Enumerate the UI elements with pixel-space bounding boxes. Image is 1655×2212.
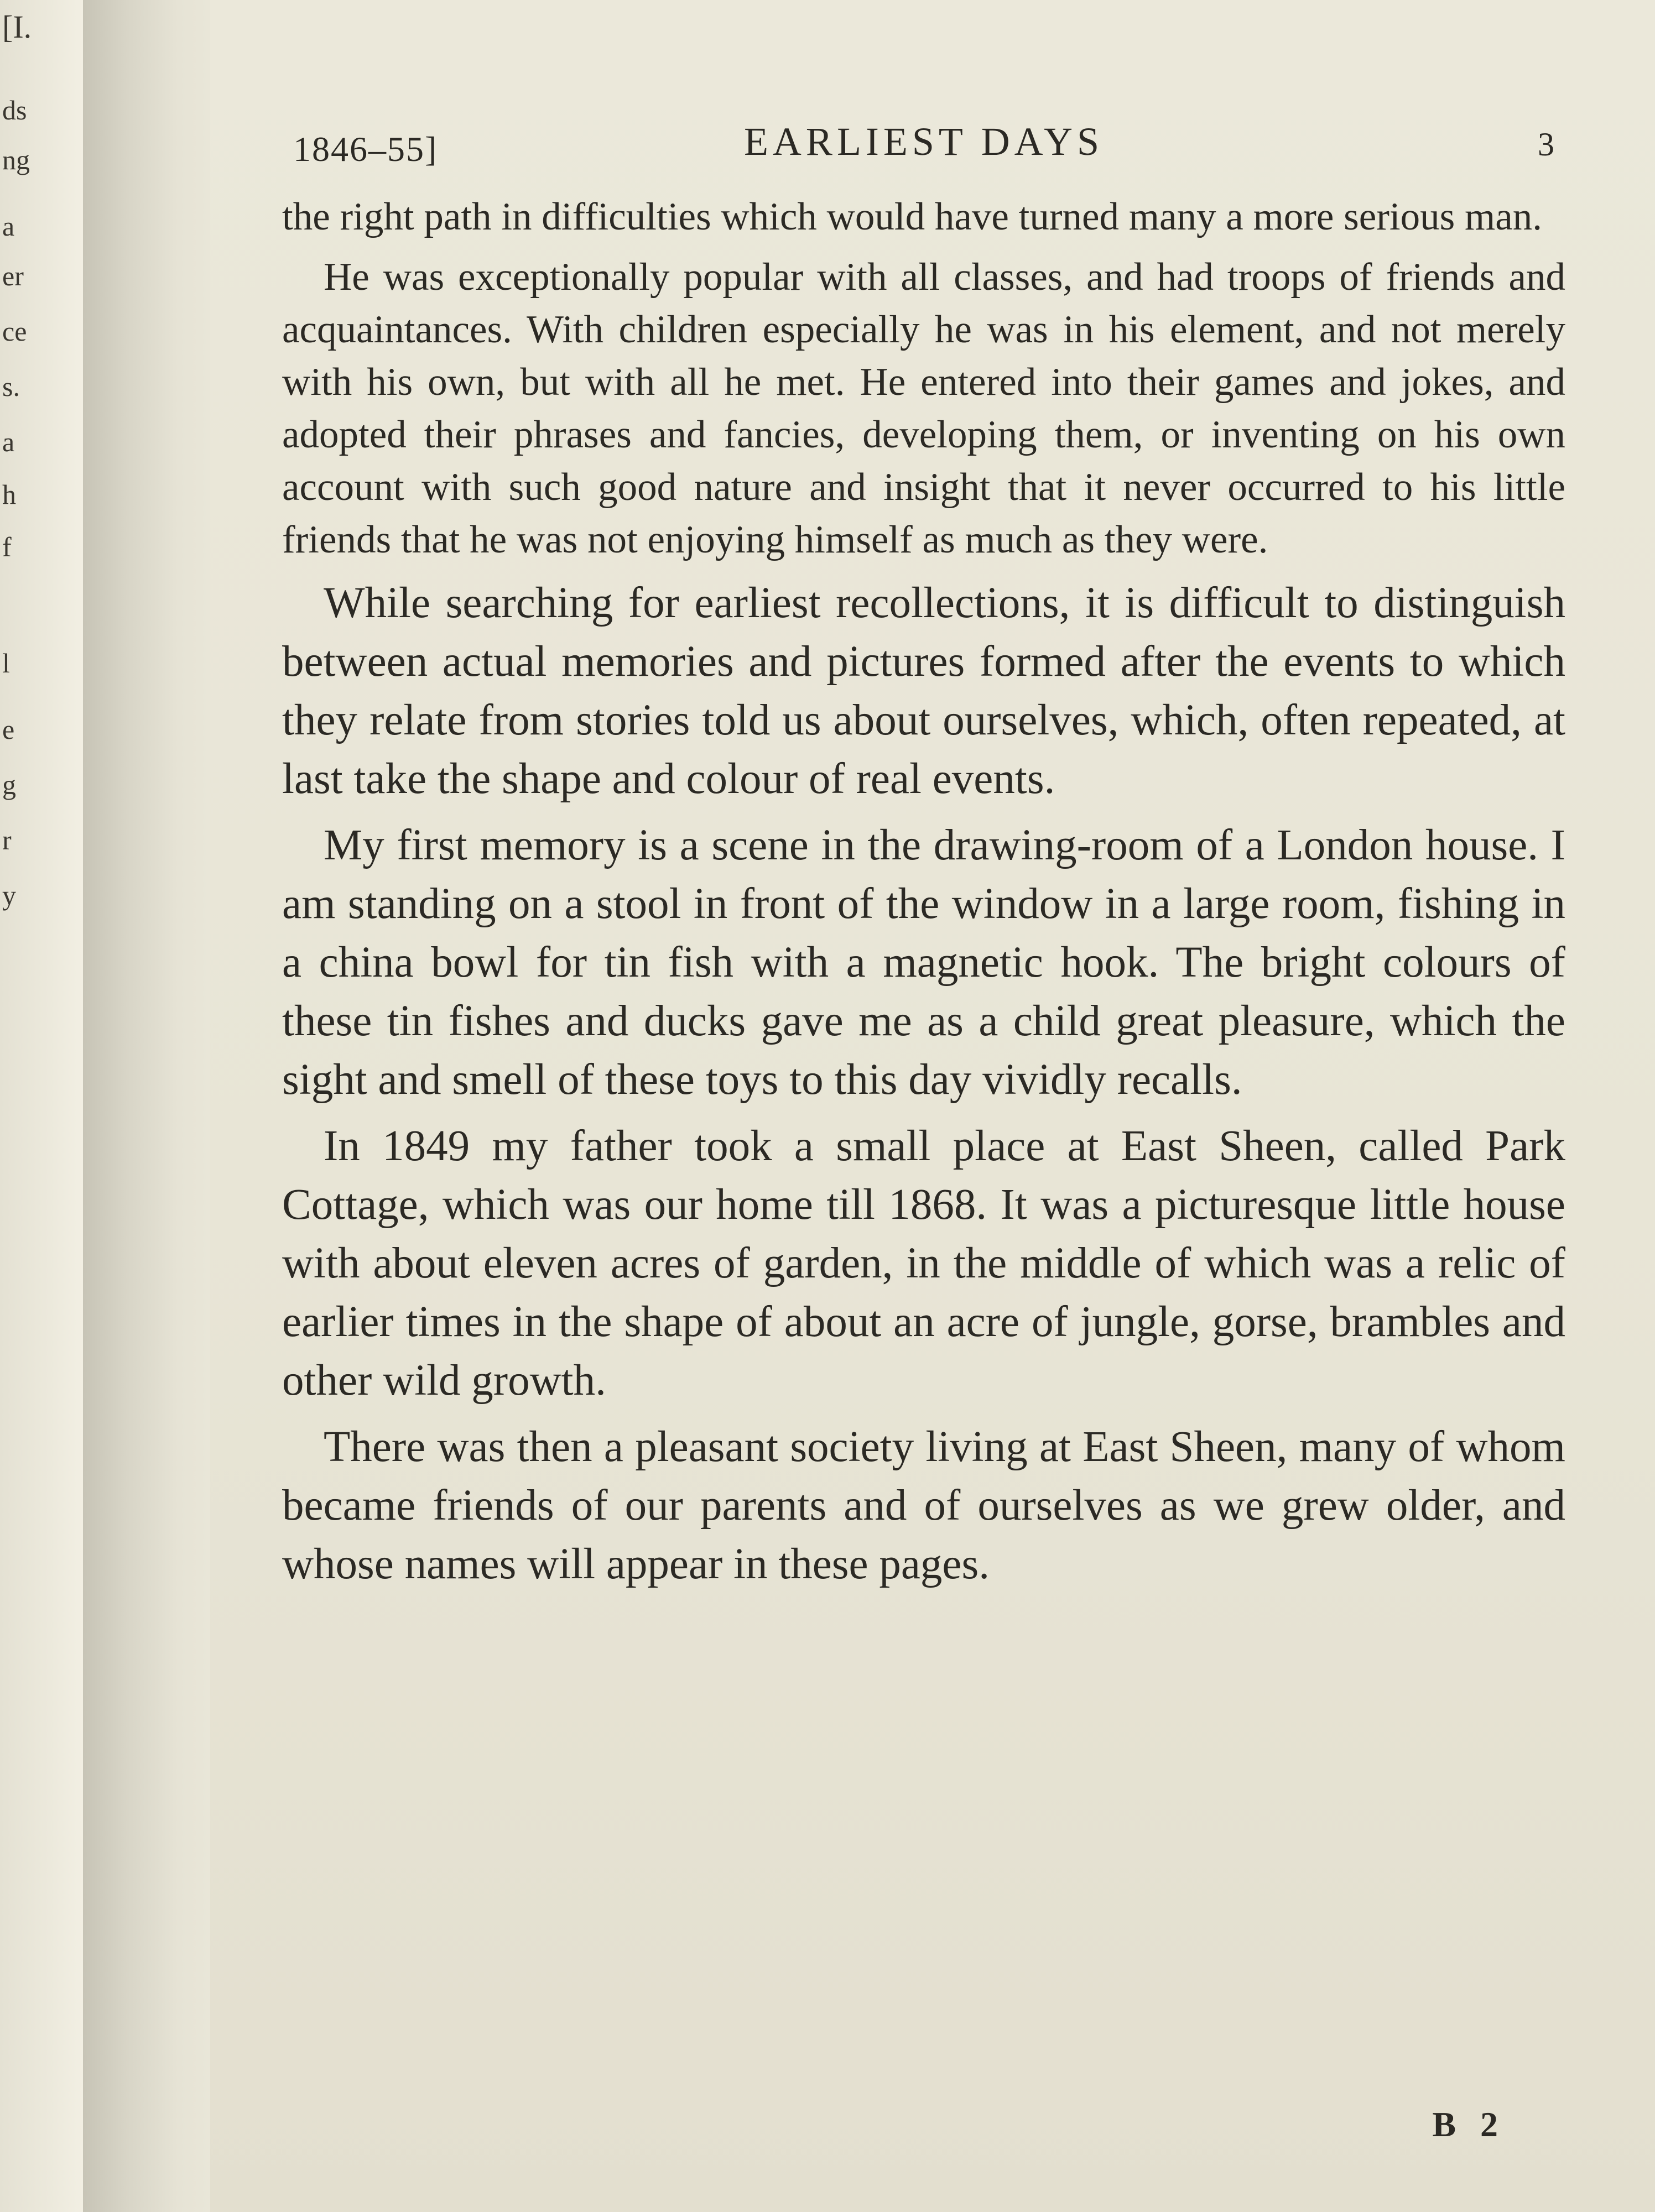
book-gutter-shadow [83, 0, 210, 2212]
left-page-fragment: [I. [2, 9, 32, 45]
header-date-range: 1846–55] [293, 129, 438, 169]
left-page-fragment: s. [2, 371, 20, 402]
left-facing-page [0, 0, 83, 2212]
paragraph: the right path in difficulties which would have turned many a more serious man. [282, 195, 1543, 238]
paragraph: My first memory is a scene in the drawing-room of a London house. I am standing on a stool in front of the window in a large room, fishing in a china bowl for tin fish with a magnetic hook. The bright colours of these tin fishes and ducks gave me as a child great pleasure, which the sight and smell of these toys to this day vividly recalls. [282, 821, 1565, 1104]
signature-mark: B 2 [1432, 2105, 1506, 2144]
left-page-fragment: er [2, 260, 24, 291]
left-page-fragment: a [2, 211, 15, 242]
header-title: EARLIEST DAYS [743, 119, 1104, 164]
left-page-fragment: f [2, 531, 12, 562]
page-number: 3 [1538, 126, 1554, 163]
book-page [210, 0, 1655, 2212]
left-page-fragment: g [2, 769, 16, 800]
left-page-fragment: r [2, 825, 12, 855]
body-text [282, 191, 1565, 1601]
left-page-fragment: ds [2, 95, 27, 126]
left-page-fragment: y [2, 880, 16, 911]
paragraph: While searching for earliest recollections, it is difficult to distinguish between actual memories and pictures formed after the events to which they relate from stories told us about ourselves, which, often repeated, at last take the shape and colour of real events. [282, 579, 1565, 803]
left-page-fragment: e [2, 714, 15, 745]
paragraph: In 1849 my father took a small place at East Sheen, called Park Cottage, which was our home till 1868. It was a picturesque little house with about eleven acres of garden, in the middle of which was a relic of earlier times in the shape of about an acre of jungle, gorse, brambles and other wild growth. [282, 1122, 1565, 1405]
paragraph: He was exceptionally popular with all classes, and had troops of friends and acquaintances. With children especially he was in his element, and not merely with his own, but with all he met. He entered into their games and jokes, and adopted their phrases and fancies, developing them, or inventing on his own account with such good nature and insight that it never occurred to his little friends that he was not enjoying himself as much as they were. [282, 255, 1565, 561]
left-page-fragment: h [2, 479, 16, 510]
left-page-fragment: l [2, 648, 10, 679]
paragraph: There was then a pleasant society living at East Sheen, many of whom became friends of our parents and of ourselves as we grew older, and whose names will appear in these pages. [282, 1423, 1565, 1588]
running-header [293, 119, 1554, 174]
left-page-fragment: ng [2, 144, 30, 175]
left-page-fragment: a [2, 426, 15, 457]
left-page-fragment: ce [2, 316, 27, 347]
